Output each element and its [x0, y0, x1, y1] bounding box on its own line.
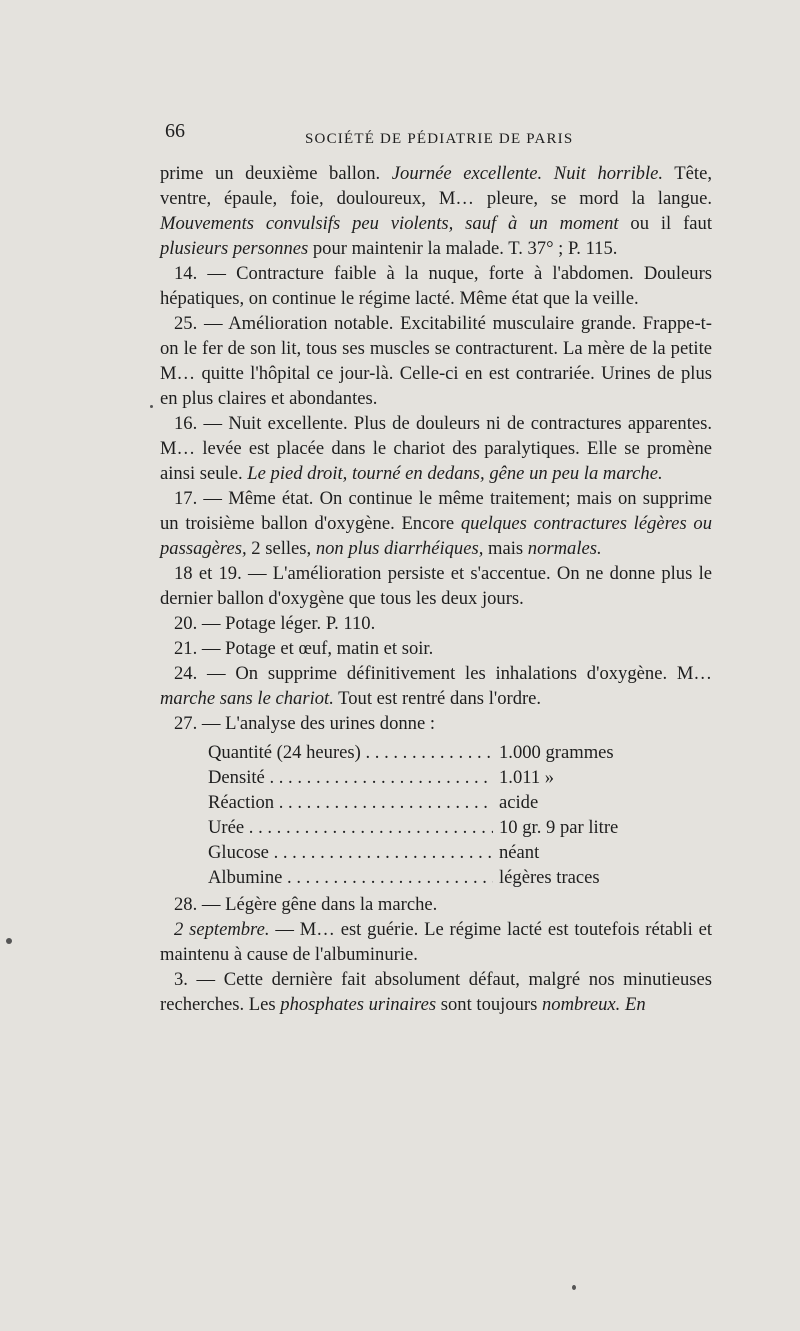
analysis-value: néant [499, 842, 540, 863]
analysis-label: Albumine . . . [208, 865, 493, 890]
scan-speck [6, 938, 12, 944]
table-row [208, 765, 668, 790]
table-row [208, 840, 668, 865]
running-title: SOCIÉTÉ DE PÉDIATRIE DE PARIS [305, 131, 574, 147]
urine-analysis-table [208, 740, 668, 890]
paragraph-day-27: 27. — L'analyse des urines donne : [174, 713, 436, 734]
analysis-label: Quantité (24 heures) . . . [208, 740, 493, 765]
paragraph-day-20: 20. — Potage léger. P. 110. [174, 613, 376, 634]
paragraph-day-24: 24. — On supprime définitivement les inhalations d'oxygène. M… marche sans le chariot. Tout est rentré dans l'ordre. [160, 663, 712, 709]
paragraph-day-21: 21. — Potage et œuf, matin et soir. [174, 638, 434, 659]
paragraph-day-16: 16. — Nuit excellente. Plus de douleurs ni de contractures apparentes. M… levée est placée dans le chariot des paralytiques. Elle se promène ainsi seule. Le pied droit, tourné en dedans, gêne un peu la marche. [160, 413, 712, 484]
table-row [208, 865, 668, 890]
analysis-value: acide [499, 792, 539, 813]
analysis-value: 1.011 » [499, 767, 555, 788]
body-text [160, 161, 712, 1017]
paragraph-september-3: 3. — Cette dernière fait absolument défaut, malgré nos minutieuses recherches. Les phosphates urinaires sont toujours nombreux. En [160, 969, 712, 1015]
paragraph-day-18-19: 18 et 19. — L'amélioration persiste et s'accentue. On ne donne plus le dernier ballon d'oxygène que tous les deux jours. [160, 563, 712, 609]
paragraph-day-14: 14. — Contracture faible à la nuque, forte à l'abdomen. Douleurs hépatiques, on continue le régime lacté. Même état que la veille. [160, 263, 712, 309]
analysis-label: Réaction . . . [208, 790, 493, 815]
paragraph-day-25: 25. — Amélioration notable. Excitabilité musculaire grande. Frappe-t-on le fer de son lit, tous ses muscles se contracturent. La mère de la petite M… quitte l'hôpital ce jour-là. Celle-ci en est contrariée. Urines de plus en plus claires et abondantes. [160, 313, 712, 409]
table-row [208, 790, 668, 815]
scan-speck [572, 1285, 576, 1290]
table-row [208, 815, 668, 840]
analysis-value: 10 gr. 9 par litre [499, 817, 619, 838]
paragraph-september-2: 2 septembre. — M… est guérie. Le régime lacté est toutefois rétabli et maintenu à cause de l'albuminurie. [160, 919, 712, 965]
analysis-label: Glucose . . . [208, 840, 493, 865]
table-row [208, 740, 668, 765]
analysis-value: 1.000 grammes [499, 742, 614, 763]
analysis-label: Densité . . . [208, 765, 493, 790]
scan-speck [150, 405, 153, 408]
paragraph-day-17: 17. — Même état. On continue le même traitement; mais on supprime un troisième ballon d'oxygène. Encore quelques contractures légères ou passagères, 2 selles, non plus diarrhéiques, mais normales. [160, 488, 712, 559]
paragraph-continuation: prime un deuxième ballon. Journée excellente. Nuit horrible. Tête, ventre, épaule, foie, douloureux, M… pleure, se mord la langue. Mouvements convulsifs peu violents, sauf à un moment ou il faut plusieurs personnes pour maintenir la malade. T. 37° ; P. 115. [160, 163, 712, 259]
page-number: 66 [165, 120, 185, 142]
paragraph-day-28: 28. — Légère gêne dans la marche. [174, 894, 438, 915]
analysis-label: Urée . . . [208, 815, 493, 840]
analysis-value: légères traces [499, 867, 600, 888]
